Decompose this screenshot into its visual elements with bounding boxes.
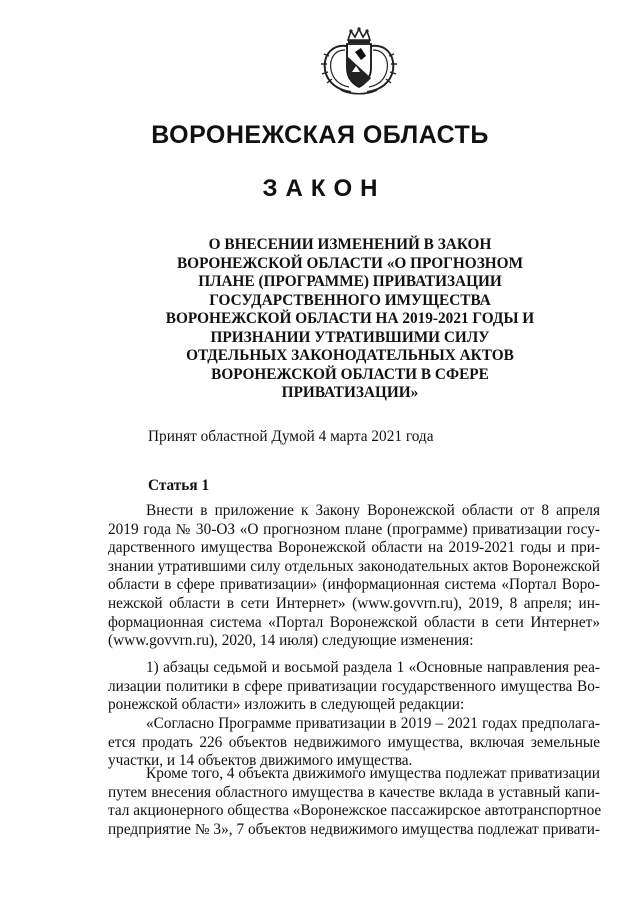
text-line: участки, и 14 объектов движимого имущества.	[108, 752, 413, 770]
article-title: Статья 1	[148, 477, 210, 494]
heading-line: ВОРОНЕЖСКОЙ ОБЛАСТИ В СФЕРЕ	[211, 365, 489, 383]
text-line: «Согласно Программе приватизации в 2019 – 2021 годах предполага-	[146, 715, 600, 732]
heading-line: ВОРОНЕЖСКОЙ ОБЛАСТИ НА 2019-2021 ГОДЫ И	[165, 310, 535, 327]
heading-line: ПЛАНЕ (ПРОГРАММЕ) ПРИВАТИЗАЦИИ	[198, 273, 502, 290]
heading-line: ГОСУДАРСТВЕННОГО ИМУЩЕСТВА	[209, 291, 491, 309]
text-line: ется продать 226 объектов недвижимого имущества, включая земельные	[108, 733, 600, 751]
text-line: путем внесения областного имущества в качестве вклада в уставный капи-	[108, 783, 600, 801]
heading-line: ПРИВАТИЗАЦИИ»	[281, 384, 419, 401]
text-line: нежской области в сети Интернет» (www.govvrn.ru), 2019, 8 апреля; ин-	[108, 594, 600, 612]
text-line: (www.govvrn.ru), 2020, 14 июля) следующие изменения:	[108, 632, 474, 650]
text-line: 2019 года № 30-ОЗ «О прогнозном плане (программе) приватизации госу-	[108, 520, 600, 538]
heading-line: ПРИЗНАНИИ УТРАТИВШИМИ СИЛУ	[210, 328, 490, 346]
text-line: 1) абзацы седьмой и восьмой раздела 1 «Основные направления реа-	[146, 659, 600, 676]
text-line: области в сфере приватизации» (информационная система «Портал Воро-	[108, 576, 600, 594]
law-heading	[140, 236, 560, 403]
law-title: ЗАКОН	[262, 175, 386, 202]
text-line: формационная система «Портал Воронежской области в сети Интернет»	[108, 613, 600, 631]
text-line: предприятие № 3», 7 объектов недвижимого имущества подлежат привати-	[108, 820, 600, 838]
text-line: тал акционерного общества «Воронежское пассажирское автотранспортное	[108, 802, 602, 820]
heading-line: ОТДЕЛЬНЫХ ЗАКОНОДАТЕЛЬНЫХ АКТОВ	[186, 347, 514, 364]
text-line: ронежской области» изложить в следующей редакции:	[108, 696, 465, 714]
text-line: Внести в приложение к Закону Воронежской области от 8 апреля	[146, 502, 600, 519]
article-paragraph	[108, 765, 600, 839]
text-line: Кроме того, 4 объекта движимого имущества подлежат приватизации	[146, 765, 600, 782]
heading-line: О ВНЕСЕНИИ ИЗМЕНЕНИЙ В ЗАКОН	[208, 236, 492, 253]
article-paragraph	[108, 502, 600, 651]
heading-line: ВОРОНЕЖСКОЙ ОБЛАСТИ «О ПРОГНОЗНОМ	[176, 254, 524, 272]
article-paragraph	[108, 659, 600, 715]
text-line: знании утратившими силу отдельных законодательных актов Воронежской	[108, 557, 600, 575]
text-line: лизации политики в сфере приватизации государственного имущества Во-	[108, 677, 600, 695]
coat-of-arms-emblem-icon	[311, 26, 407, 96]
region-title: ВОРОНЕЖСКАЯ ОБЛАСТЬ	[151, 121, 489, 149]
adoption-date: Принят областной Думой 4 марта 2021 года	[148, 428, 434, 445]
text-line: дарственного имущества Воронежской области на 2019-2021 годы и при-	[108, 539, 600, 557]
article-paragraph	[108, 715, 600, 771]
